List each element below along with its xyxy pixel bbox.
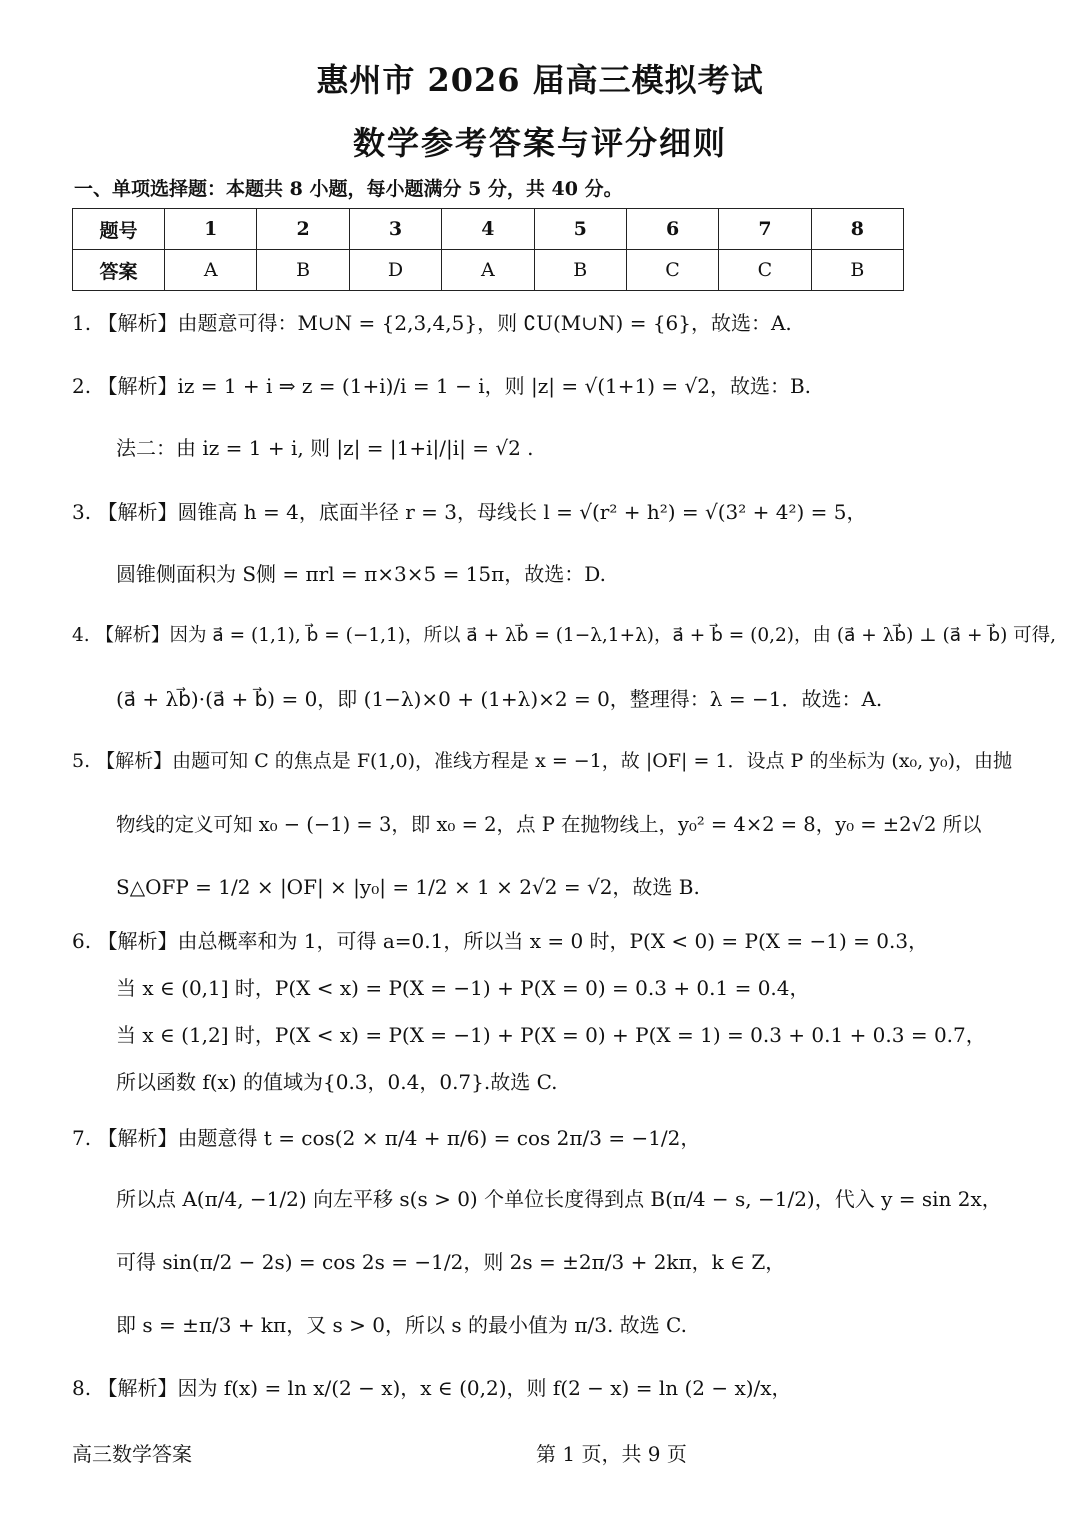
question-number: 6 (626, 209, 718, 250)
table-row (73, 250, 904, 291)
question-number: 1 (165, 209, 257, 250)
solution-line: 即 s = ±π/3 + kπ，又 s > 0，所以 s 的最小值为 π/3. 故选 C. (116, 1313, 687, 1337)
question-number: 8 (811, 209, 903, 250)
answer-cell: B (534, 250, 626, 291)
solution-line: 可得 sin(π/2 − 2s) = cos 2s = −1/2，则 2s = ±2π/3 + 2kπ，k ∈ Z， (116, 1250, 786, 1274)
solution-line: 当 x ∈ (1,2] 时，P(X < x) = P(X = −1) + P(X = 0) + P(X = 1) = 0.3 + 0.1 + 0.3 = 0.7， (116, 1023, 986, 1047)
table-row-label: 答案 (73, 250, 165, 291)
solution-line: 所以点 A(π/4, −1/2) 向左平移 s(s > 0) 个单位长度得到点 B(π/4 − s, −1/2)，代入 y = sin 2x， (116, 1187, 1002, 1211)
page-subtitle: 数学参考答案与评分细则 (352, 124, 727, 162)
answer-cell: C (719, 250, 811, 291)
footer-left: 高三数学答案 (72, 1442, 192, 1466)
answer-cell: B (257, 250, 349, 291)
solution-line: 8. 【解析】因为 f(x) = ln x/(2 − x)，x ∈ (0,2)，则 f(2 − x) = ln (2 − x)/x， (72, 1376, 792, 1400)
solution-line: 7. 【解析】由题意得 t = cos(2 × π/4 + π/6) = cos 2π/3 = −1/2， (72, 1126, 701, 1150)
question-number: 5 (534, 209, 626, 250)
answer-cell: B (811, 250, 903, 291)
table-row (73, 209, 904, 250)
answer-cell: D (349, 250, 441, 291)
table-row-label: 题号 (73, 209, 165, 250)
page-number: 第 1 页，共 9 页 (536, 1442, 687, 1466)
answer-cell: A (165, 250, 257, 291)
answer-cell: C (626, 250, 718, 291)
solution-line: 5. 【解析】由题可知 C 的焦点是 F(1,0)，准线方程是 x = −1，故 |OF| = 1．设点 P 的坐标为 (x₀, y₀)，由抛 (72, 750, 1012, 772)
page-title: 惠州市 2026 届高三模拟考试 (316, 61, 764, 99)
question-number: 2 (257, 209, 349, 250)
solution-line: 6. 【解析】由总概率和为 1，可得 a=0.1，所以当 x = 0 时，P(X < 0) = P(X = −1) = 0.3， (72, 929, 929, 953)
solution-line: S△OFP = 1/2 × |OF| × |y₀| = 1/2 × 1 × 2√2 = √2，故选 B. (116, 875, 700, 899)
solution-line: (a⃗ + λb⃗)·(a⃗ + b⃗) = 0，即 (1−λ)×0 + (1+λ)×2 = 0，整理得：λ = −1．故选：A. (116, 687, 883, 711)
answer-table (72, 208, 904, 291)
solution-line: 3. 【解析】圆锥高 h = 4，底面半径 r = 3，母线长 l = √(r² + h²) = √(3² + 4²) = 5， (72, 500, 867, 524)
solution-line: 圆锥侧面积为 S侧 = πrl = π×3×5 = 15π，故选：D. (116, 562, 606, 586)
solution-line: 法二：由 iz = 1 + i, 则 |z| = |1+i|/|i| = √2 . (116, 436, 534, 460)
question-number: 4 (442, 209, 534, 250)
solution-line: 2. 【解析】iz = 1 + i ⇒ z = (1+i)/i = 1 − i，则 |z| = √(1+1) = √2，故选：B. (72, 374, 812, 398)
solution-line: 所以函数 f(x) 的值域为{0.3，0.4，0.7}.故选 C. (116, 1070, 558, 1094)
solution-line: 物线的定义可知 x₀ − (−1) = 3，即 x₀ = 2，点 P 在抛物线上，y₀² = 4×2 = 8，y₀ = ±2√2 所以 (116, 813, 982, 836)
solution-line: 当 x ∈ (0,1] 时，P(X < x) = P(X = −1) + P(X = 0) = 0.3 + 0.1 = 0.4， (116, 976, 810, 1000)
question-number: 7 (719, 209, 811, 250)
answer-cell: A (442, 250, 534, 291)
section-heading: 一、单项选择题：本题共 8 小题，每小题满分 5 分，共 40 分。 (74, 178, 623, 200)
solution-line: 1. 【解析】由题意可得：M∪N = {2,3,4,5}，则 ∁U(M∪N) = {6}，故选：A. (72, 311, 792, 335)
question-number: 3 (349, 209, 441, 250)
solution-line: 4. 【解析】因为 a⃗ = (1,1), b⃗ = (−1,1)，所以 a⃗ + λb⃗ = (1−λ,1+λ)，a⃗ + b⃗ = (0,2)，由 (a⃗ + λb⃗) ⊥ (a⃗ + b⃗) 可得, (72, 625, 1057, 646)
